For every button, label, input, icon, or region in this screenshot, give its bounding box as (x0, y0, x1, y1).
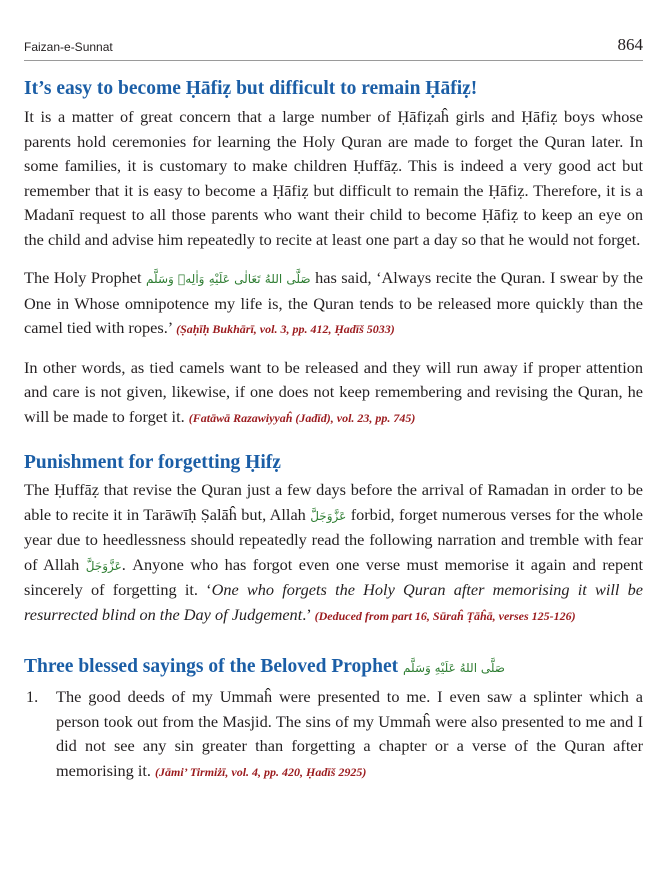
text-segment: The Holy Prophet (24, 268, 142, 287)
text-segment: The good deeds of my Ummaĥ were presented to me. I even saw a splinter which a person took out from the Masjid. The sins of my Ummaĥ were also presented to me and I did not see any sin greater than forgetting a chapter or a verse of the Quran after memorising it. (56, 687, 643, 780)
arabic-glorification: عَزَّوَجَلَّ (310, 508, 347, 523)
paragraph-holy-prophet-said (24, 266, 643, 342)
arabic-salutation: صَلَّى اللهُ تَعَالٰى عَلَيْهِ وَاٰلِهٖ وَسَلَّم (146, 272, 311, 286)
italic-narration: One who forgets the Holy Quran after memorising it will be resurrected blind on the Day of Judgement (24, 580, 643, 624)
text-segment: has said, ‘Always recite the Quran. I swear by the One in Whose omnipotence my life is, the Quran tends to be released more quickly than the camel tied with ropes.’ (24, 268, 644, 337)
section-heading-three-sayings (24, 654, 643, 681)
paragraph-punishment (24, 478, 643, 628)
section-heading-punishment: Punishment for forgetting Ḥifẓ (24, 452, 281, 473)
reference-citation: (Deduced from part 16, Sūraĥ Ṭāĥā, verses 125-126) (314, 608, 576, 623)
book-title: Faizan-e-Sunnat (24, 40, 113, 54)
page-header (24, 32, 643, 61)
reference-citation: (Fatāwā Razawiyyaĥ (Jadīd), vol. 23, pp. 745) (188, 410, 416, 425)
arabic-glorification: عَزَّوَجَلَّ (85, 558, 122, 573)
page-content (24, 76, 643, 784)
text-segment: .’ (302, 604, 311, 624)
text-segment: forbid, forget numerous verses for the whole year due to heedlessness should repeatedly read the following narration and tremble with fear of Allah (24, 504, 643, 574)
arabic-salutation: صَلَّى اللهُ عَلَيْهِ وَسَلَّم (403, 661, 505, 675)
page-number: 864 (617, 35, 643, 54)
reference-citation: (Jāmi’ Tirmiżī, vol. 4, pp. 420, Ḥadīš 2925) (155, 764, 367, 779)
paragraph-concern: It is a matter of great concern that a large number of Ḥāfiẓaĥ girls and Ḥāfiẓ boys whose parents hold ceremonies for learning the Holy Quran are made to forget the Quran later. In some families, it is customary to make children Ḥuffāẓ. This is indeed a very good act but remember that it is easy to become a Ḥāfiẓ but difficult to remain the Ḥāfiẓ. Therefore, it is a Madanī request to all those parents who want their child to become Ḥāfiẓ to keep an eye on the child and advise him repeatedly to recite at least one part a day so that he would not forget. (24, 107, 643, 249)
text-segment: In other words, as tied camels want to be released and they will run away if proper attention and care is not given, likewise, if one does not keep remembering and revising the Quran, he will be made to forget it. (24, 357, 643, 426)
text-segment: . Anyone who has forgot even one verse must memorise it again and repent sincerely of forgetting it. ‘ (24, 554, 643, 599)
text-segment: The Ḥuffāẓ that revise the Quran just a few days before the arrival of Ramadan in order to be able to recite it in Tarāwīḥ Ṣalāĥ but, Allah (24, 480, 643, 524)
heading-text: Three blessed sayings of the Beloved Prophet (24, 656, 399, 677)
sayings-list (24, 685, 643, 784)
list-item-number: 1. (26, 687, 39, 706)
section-heading-easy-to-become-hafiz: It’s easy to become Ḥāfiẓ but difficult to remain Ḥāfiẓ! (24, 78, 478, 99)
paragraph-tied-camels (24, 356, 643, 431)
reference-citation: (Ṣaḥīḥ Bukhārī, vol. 3, pp. 412, Ḥadīš 5033) (176, 322, 395, 336)
list-item (24, 685, 643, 784)
